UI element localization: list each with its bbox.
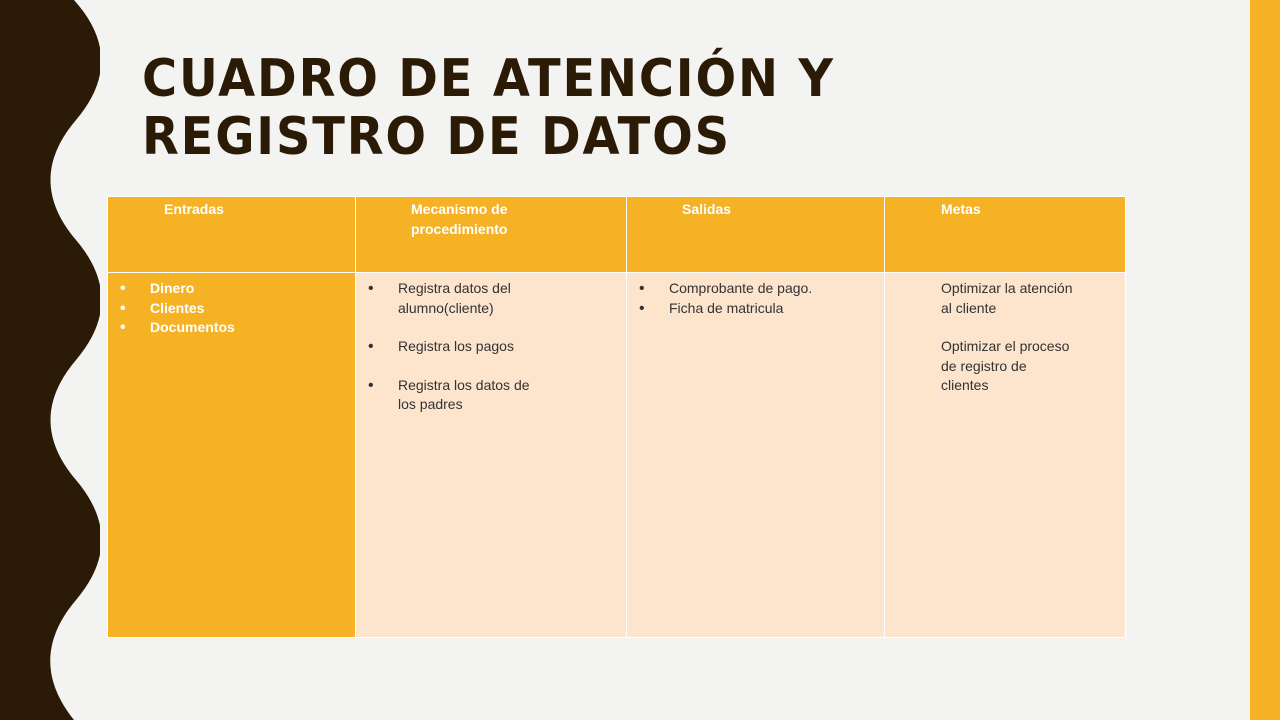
table-header-row <box>108 197 1126 273</box>
header-salidas: Salidas <box>627 197 885 273</box>
list-item: Optimizar la atención al cliente <box>941 280 1073 316</box>
list-item: • Dinero <box>118 279 345 299</box>
header-mecanismo: Mecanismo de procedimiento <box>356 197 627 273</box>
list-item: • Registra los pagos <box>366 337 551 357</box>
cell-entradas <box>108 273 356 638</box>
list-item: Optimizar el proceso de registro de clientes <box>941 338 1070 393</box>
cell-mecanismo <box>356 273 627 638</box>
data-table <box>107 196 1125 638</box>
list-item: • Clientes <box>118 299 345 319</box>
right-accent-stripe <box>1250 0 1280 720</box>
header-metas: Metas <box>885 197 1126 273</box>
wavy-border-decoration <box>0 0 100 720</box>
cell-metas <box>885 273 1126 638</box>
list-item: • Registra datos del alumno(cliente) <box>366 279 551 318</box>
header-entradas: Entradas <box>108 197 356 273</box>
cell-salidas <box>627 273 885 638</box>
list-item: • Registra los datos de los padres <box>366 376 551 415</box>
list-item: • Comprobante de pago. <box>637 279 874 299</box>
list-item: • Ficha de matricula <box>637 299 874 319</box>
page-title: CUADRO DE ATENCIÓN Y REGISTRO DE DATOS <box>142 49 835 167</box>
list-item: • Documentos <box>118 318 345 338</box>
table-row <box>108 273 1126 638</box>
